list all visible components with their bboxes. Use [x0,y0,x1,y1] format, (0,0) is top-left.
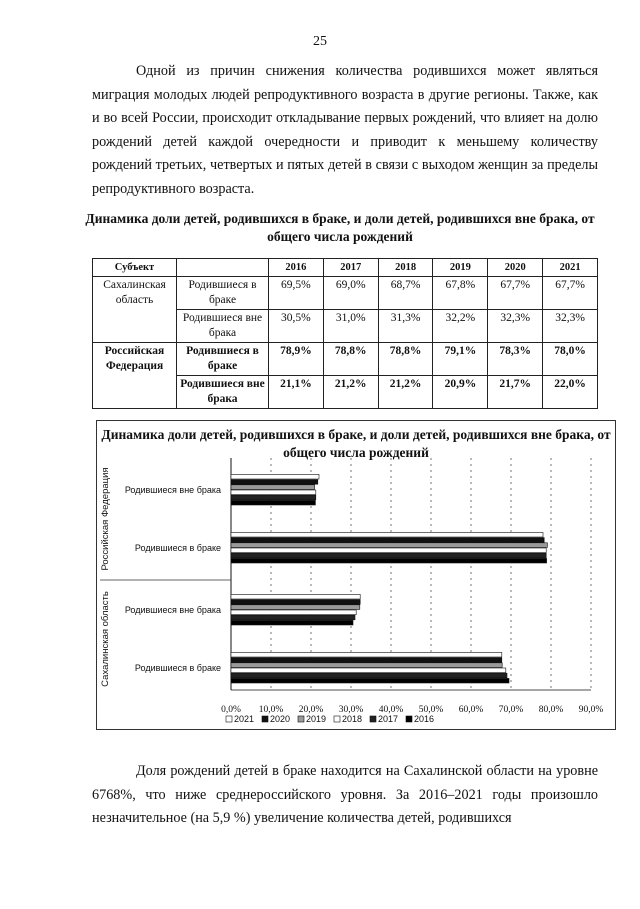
value-cell: 32,2% [433,310,488,343]
subject-cell: Российская Федерация [93,343,177,409]
paragraph-conclusion: Доля рождений детей в браке находится на Сахалинской области на уровне 6768%, что ниже среднероссийского уровня. За 2016–2021 годы произошло незначительное (на 5,9 %) увеличение количества детей, родившихся [92,763,598,826]
header-year: 2020 [488,259,543,277]
legend-swatch [370,716,376,722]
group-label: Российская Федерация [100,467,111,571]
value-cell: 78,0% [543,343,598,376]
x-tick-label: 60,0% [458,705,484,715]
value-cell: 69,5% [269,277,324,310]
value-cell: 31,0% [323,310,378,343]
value-cell: 78,3% [488,343,543,376]
births-table [92,258,598,409]
births-bar-chart [96,420,616,730]
legend-label: 2018 [342,714,363,724]
bar-2018 [231,668,506,673]
bar-2019 [231,485,315,490]
header-year: 2017 [323,259,378,277]
bar-2019 [231,605,360,610]
x-tick-label: 20,0% [298,705,324,715]
bar-2017 [231,673,507,678]
header-year: 2018 [378,259,433,277]
bar-2018 [231,610,356,615]
value-cell: 78,8% [323,343,378,376]
value-cell: 21,2% [323,376,378,409]
legend-swatch [226,716,232,722]
x-tick-label: 0,0% [221,705,241,715]
legend-label: 2017 [378,714,399,724]
value-cell: 32,3% [488,310,543,343]
legend-swatch [406,716,412,722]
legend-swatch [262,716,268,722]
header-year: 2016 [269,259,324,277]
legend-label: 2016 [414,714,435,724]
value-cell: 21,7% [488,376,543,409]
subject-cell: Сахалинская область [93,277,177,343]
table-title: Динамика доли детей, родившихся в браке, и доли детей, родившихся вне брака, от общего числа рождений [85,211,595,244]
bar-2016 [231,500,315,505]
bar-2020 [231,658,502,663]
bar-2017 [231,615,355,620]
value-cell: 21,2% [378,376,433,409]
category-label: Родившиеся в браке [134,543,221,553]
bar-2021 [231,652,502,657]
row-label: Родившиеся вне брака [177,376,269,409]
table-header-row [93,259,598,277]
bar-2017 [231,495,316,500]
x-tick-label: 90,0% [578,705,604,715]
value-cell: 67,7% [488,277,543,310]
row-label: Родившиеся в браке [177,277,269,310]
table-row [93,277,598,310]
x-tick-label: 70,0% [498,705,524,715]
value-cell: 68,7% [378,277,433,310]
x-tick-label: 40,0% [378,705,404,715]
group-label: Сахалинская область [100,591,111,687]
bar-2020 [231,480,318,485]
table-row [93,343,598,376]
value-cell: 67,8% [433,277,488,310]
paragraph-intro: Одной из причин снижения количества родившихся может являться миграция молодых людей репродуктивного возраста в другие регионы. Также, как и во всей России, происходит откладывание первых рождений, что влияет на долю рождений детей каждой очередности и приводит к меньшему количеству рождений третьих, четвертых и пятых детей в связи с выходом женщин за пределы репродуктивного возраста. [92,63,598,197]
header-blank [177,259,269,277]
bar-2019 [231,663,502,668]
x-tick-label: 10,0% [258,705,284,715]
bar-2017 [231,553,546,558]
legend-label: 2019 [306,714,327,724]
value-cell: 32,3% [543,310,598,343]
header-year: 2021 [543,259,598,277]
value-cell: 21,1% [269,376,324,409]
legend-swatch [298,716,304,722]
page-number: 25 [313,34,327,49]
bar-2020 [231,600,360,605]
value-cell: 20,9% [433,376,488,409]
bar-2018 [231,548,546,553]
header-subject: Субъект [93,259,177,277]
row-label: Родившиеся вне брака [177,310,269,343]
value-cell: 78,8% [378,343,433,376]
legend-label: 2021 [234,714,255,724]
x-tick-label: 80,0% [538,705,564,715]
bar-2020 [231,538,544,543]
value-cell: 67,7% [543,277,598,310]
header-year: 2019 [433,259,488,277]
legend-label: 2020 [270,714,291,724]
x-tick-label: 50,0% [418,705,444,715]
bar-2021 [231,474,319,479]
category-label: Родившиеся в браке [134,663,221,673]
bar-2021 [231,532,543,537]
bar-2016 [231,678,509,683]
value-cell: 31,3% [378,310,433,343]
value-cell: 22,0% [543,376,598,409]
bar-2016 [231,620,353,625]
value-cell: 79,1% [433,343,488,376]
value-cell: 78,9% [269,343,324,376]
legend-swatch [334,716,340,722]
bar-2019 [231,543,547,548]
category-label: Родившиеся вне брака [124,605,221,615]
bar-2016 [231,558,547,563]
chart-title: Динамика доли детей, родившихся в браке, и доли детей, родившихся вне брака, от общего числа рождений [101,427,611,460]
category-label: Родившиеся вне брака [124,485,221,495]
x-tick-label: 30,0% [338,705,364,715]
value-cell: 30,5% [269,310,324,343]
bar-2018 [231,490,316,495]
value-cell: 69,0% [323,277,378,310]
row-label: Родившиеся в браке [177,343,269,376]
bar-2021 [231,594,360,599]
